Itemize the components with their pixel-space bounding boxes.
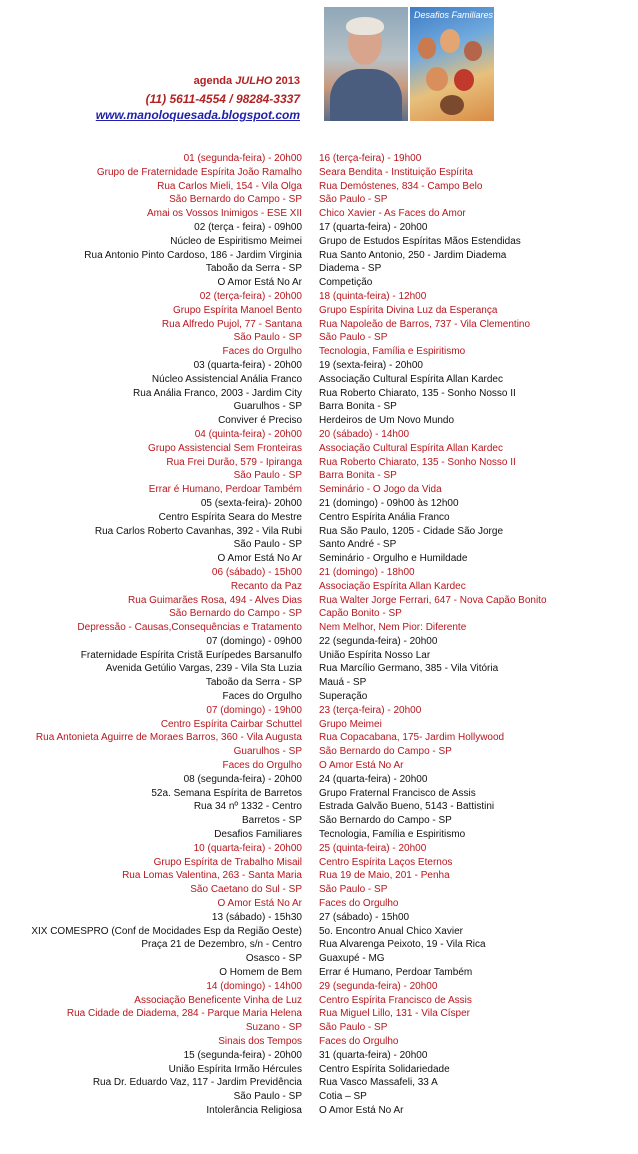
schedule-line: Rua Frei Durão, 579 - Ipiranga [166, 456, 302, 468]
schedule-line: Rua 19 de Maio, 201 - Penha [319, 870, 450, 882]
schedule-line: Rua Cidade de Diadema, 284 - Parque Maria Helena [66, 1008, 302, 1020]
schedule-line: 07 (domingo) - 19h00 [206, 704, 302, 716]
schedule-line: 05 (sexta-feira)- 20h00 [200, 497, 302, 509]
schedule-line: Núcleo de Espiritismo Meimei [170, 235, 302, 247]
schedule-line: Centro Espírita Anália Franco [319, 511, 450, 523]
photo-hair [346, 17, 384, 35]
schedule-line: Seminário - Orgulho e Humildade [319, 553, 468, 565]
schedule-line: Núcleo Assistencial Anália Franco [151, 373, 302, 385]
schedule-line: Seara Bendita - Instituição Espírita [319, 166, 473, 178]
schedule-line: Barra Bonita - SP [319, 470, 397, 482]
dvd-cover-title: Desafios Familiares [414, 10, 494, 20]
schedule-line: Rua Antonio Pinto Cardoso, 186 - Jardim Virginia [84, 249, 302, 261]
schedule-line: Conviver é Preciso [218, 415, 302, 427]
schedule-line: Nem Melhor, Nem Pior: Diferente [319, 622, 467, 634]
schedule-line: Diadema - SP [319, 263, 382, 275]
schedule-line: 13 (sábado) - 15h30 [211, 911, 302, 923]
schedule-line: Centro Espírita Francisco de Assis [319, 994, 472, 1006]
schedule-line: Recanto da Paz [230, 580, 302, 592]
schedule-line: 06 (sábado) - 15h00 [211, 566, 302, 578]
schedule-line: 29 (segunda-feira) - 20h00 [319, 980, 438, 992]
schedule-line: Competição [319, 277, 373, 289]
schedule-right-column [319, 152, 638, 1118]
schedule-line: Santo André - SP [319, 539, 397, 551]
schedule-line: Taboão da Serra - SP [205, 263, 302, 275]
schedule-line: Grupo Meimei [319, 718, 382, 730]
dvd-figure [440, 95, 464, 115]
schedule-line: Grupo Espírita de Trabalho Misail [153, 856, 302, 868]
schedule-line: São Bernardo do Campo - SP [169, 194, 302, 206]
schedule-line: 22 (segunda-feira) - 20h00 [319, 635, 438, 647]
schedule-line: Rua Roberto Chiarato, 135 - Sonho Nosso II [319, 387, 516, 399]
schedule-line: 14 (domingo) - 14h00 [206, 980, 302, 992]
schedule-line: São Paulo - SP [319, 332, 388, 344]
dvd-cover-image [410, 7, 494, 121]
schedule-line: 17 (quarta-feira) - 20h00 [319, 221, 428, 233]
schedule-line: Amai os Vossos Inimigos - ESE XII [146, 208, 302, 220]
schedule-line: Associação Beneficente Vinha de Luz [134, 994, 302, 1006]
schedule-line: Avenida Getúlio Vargas, 239 - Vila Sta Luzia [105, 663, 302, 675]
schedule-line: Sinais dos Tempos [218, 1036, 302, 1047]
schedule-line: 21 (domingo) - 09h00 às 12h00 [319, 497, 459, 509]
schedule-line: Guarulhos - SP [233, 401, 302, 413]
schedule-line: Rua Santo Antonio, 250 - Jardim Diadema [319, 249, 507, 261]
schedule-line: São Paulo - SP [319, 884, 388, 896]
schedule-left-column [0, 152, 302, 1118]
schedule-line: União Espírita Nosso Lar [319, 649, 431, 661]
schedule-line: Rua Miguel Lillo, 131 - Vila Císper [319, 1008, 471, 1020]
schedule-line: O Amor Está No Ar [319, 760, 404, 772]
schedule-line: Superação [319, 691, 368, 703]
schedule-line: Rua Antonieta Aguirre de Moraes Barros, 360 - Vila Augusta [35, 732, 302, 744]
schedule-line: 07 (domingo) - 09h00 [206, 635, 302, 647]
schedule-line: Osasco - SP [245, 953, 302, 965]
schedule-line: Rua Napoleão de Barros, 737 - Vila Clementino [319, 318, 531, 330]
phone-number: (11) 5611-4554 / 98284-3337 [145, 92, 300, 106]
schedule-line: Centro Espírita Solidariedade [319, 1063, 450, 1075]
schedule-line: São Paulo - SP [233, 1091, 302, 1103]
schedule-line: Rua 34 nº 1332 - Centro [193, 801, 302, 813]
schedule-line: 52a. Semana Espírita de Barretos [151, 787, 302, 799]
schedule-line: 27 (sábado) - 15h00 [319, 911, 410, 923]
schedule-line: 02 (terça-feira) - 20h00 [199, 290, 302, 302]
schedule-line: 19 (sexta-feira) - 20h00 [319, 359, 423, 371]
schedule-line: Fraternidade Espírita Cristã Eurípedes Barsanulfo [80, 649, 302, 661]
photo-shirt [330, 69, 402, 121]
schedule-line: Chico Xavier - As Faces do Amor [319, 208, 466, 220]
dvd-figure [426, 67, 448, 91]
schedule-line: Rua Demóstenes, 834 - Campo Belo [319, 180, 483, 192]
schedule-line: Tecnologia, Família e Espiritismo [319, 829, 466, 841]
schedule-line: O Homem de Bem [219, 967, 302, 979]
schedule-line: Mauá - SP [319, 677, 367, 689]
schedule-line: São Paulo - SP [233, 332, 302, 344]
schedule-line: Grupo Espírita Divina Luz da Esperança [319, 304, 498, 316]
schedule-line: Centro Espírita Laços Eternos [319, 856, 453, 868]
schedule-line: Errar é Humano, Perdoar Também [319, 967, 473, 979]
dvd-figure [440, 29, 460, 53]
schedule-line: O Amor Está No Ar [217, 898, 302, 910]
schedule-line: Rua Guimarães Rosa, 494 - Alves Dias [128, 594, 302, 606]
schedule-line: São Paulo - SP [233, 470, 302, 482]
schedule-line: 10 (quarta-feira) - 20h00 [193, 842, 302, 854]
dvd-figure [418, 37, 436, 59]
schedule-line: Grupo de Fraternidade Espírita João Ramalho [96, 166, 302, 178]
schedule-line: São Bernardo do Campo - SP [319, 746, 452, 758]
schedule-line: Rua Alvarenga Peixoto, 19 - Vila Rica [319, 939, 486, 951]
schedule-line: XIX COMESPRO (Conf de Mocidades Esp da Região Oeste) [31, 925, 302, 937]
schedule-line: Centro Espírita Cairbar Schuttel [160, 718, 302, 730]
schedule-line: Barretos - SP [241, 815, 302, 827]
schedule-line: São Bernardo do Campo - SP [319, 815, 452, 827]
schedule-line: Faces do Orgulho [222, 346, 302, 358]
schedule-line: Faces do Orgulho [319, 898, 399, 910]
schedule-line: Centro Espírita Seara do Mestre [158, 511, 302, 523]
agenda-month: JULHO [235, 75, 273, 87]
schedule-line: Taboão da Serra - SP [205, 677, 302, 689]
schedule-line: Faces do Orgulho [319, 1036, 399, 1047]
schedule-line: 31 (quarta-feira) - 20h00 [319, 1049, 428, 1061]
schedule-line: Cotia – SP [319, 1091, 367, 1103]
schedule-line: Rua Marcílio Germano, 385 - Vila Vitória [319, 663, 499, 675]
agenda-prefix: agenda [193, 75, 236, 87]
schedule-line: Rua Alfredo Pujol, 77 - Santana [161, 318, 302, 330]
schedule-line: São Paulo - SP [319, 194, 388, 206]
schedule-line: Associação Cultural Espírita Allan Kardec [319, 373, 503, 385]
schedule-line: Grupo Fraternal Francisco de Assis [319, 787, 476, 799]
schedule-line: Rua Dr. Eduardo Vaz, 117 - Jardim Previdência [92, 1077, 302, 1089]
schedule-line: 24 (quarta-feira) - 20h00 [319, 773, 428, 785]
schedule-line: São Bernardo do Campo - SP [169, 608, 302, 620]
schedule-line: Tecnologia, Família e Espiritismo [319, 346, 466, 358]
schedule-line: União Espírita Irmão Hércules [168, 1063, 302, 1075]
schedule-line: Grupo Espírita Manoel Bento [173, 304, 302, 316]
schedule-line: O Amor Está No Ar [217, 277, 302, 289]
schedule-line: Faces do Orgulho [222, 760, 302, 772]
speaker-photo [324, 7, 408, 121]
schedule-line: Depressão - Causas,Consequências e Tratamento [77, 622, 302, 634]
schedule-line: 23 (terça-feira) - 20h00 [319, 704, 422, 716]
schedule-line: Praça 21 de Dezembro, s/n - Centro [141, 939, 302, 951]
schedule-line: Associação Cultural Espírita Allan Kardec [319, 442, 503, 454]
schedule-line: São Paulo - SP [233, 539, 302, 551]
schedule-line: 03 (quarta-feira) - 20h00 [193, 359, 302, 371]
schedule-line: Guarulhos - SP [233, 746, 302, 758]
schedule-line: Grupo Assistencial Sem Fronteiras [148, 442, 302, 454]
schedule-line: Rua Roberto Chiarato, 135 - Sonho Nosso II [319, 456, 516, 468]
schedule-line: Suzano - SP [245, 1022, 302, 1034]
schedule-line: 20 (sábado) - 14h00 [319, 428, 410, 440]
schedule-line: 18 (quinta-feira) - 12h00 [319, 290, 427, 302]
agenda-year: 2013 [272, 75, 300, 87]
schedule-line: 08 (segunda-feira) - 20h00 [183, 773, 302, 785]
schedule-line: Rua São Paulo, 1205 - Cidade São Jorge [319, 525, 504, 537]
schedule-line: 15 (segunda-feira) - 20h00 [183, 1049, 302, 1061]
schedule-line: Rua Carlos Roberto Cavanhas, 392 - Vila Rubi [94, 525, 302, 537]
schedule-line: 01 (segunda-feira) - 20h00 [183, 153, 302, 164]
schedule-line: Rua Carlos Mieli, 154 - Vila Olga [157, 180, 302, 192]
schedule-line: O Amor Está No Ar [217, 553, 302, 565]
schedule-line: Estrada Galvão Bueno, 5143 - Battistini [319, 801, 495, 813]
schedule-line: Intolerância Religiosa [206, 1104, 302, 1116]
dvd-figure [464, 41, 482, 61]
schedule-line: 25 (quinta-feira) - 20h00 [319, 842, 427, 854]
schedule-line: Rua Lomas Valentina, 263 - Santa Maria [122, 870, 302, 882]
schedule-line: Associação Espírita Allan Kardec [319, 580, 466, 592]
schedule-line: 5o. Encontro Anual Chico Xavier [319, 925, 463, 937]
schedule-line: Capão Bonito - SP [319, 608, 402, 620]
schedule-line: Errar é Humano, Perdoar Também [148, 484, 302, 496]
schedule-line: 16 (terça-feira) - 19h00 [319, 153, 422, 164]
schedule-line: Rua Vasco Massafeli, 33 A [319, 1077, 438, 1089]
dvd-figure [454, 69, 474, 91]
schedule-line: O Amor Está No Ar [319, 1104, 404, 1116]
schedule-line: Rua Copacabana, 175- Jardim Hollywood [319, 732, 505, 744]
schedule-line: 21 (domingo) - 18h00 [319, 566, 415, 578]
schedule-line: Rua Walter Jorge Ferrari, 647 - Nova Capão Bonito [319, 594, 547, 606]
schedule-line: Guaxupé - MG [319, 953, 385, 965]
schedule-line: Herdeiros de Um Novo Mundo [319, 415, 455, 427]
schedule-line: 02 (terça - feira) - 09h00 [194, 221, 302, 233]
schedule-line: Faces do Orgulho [222, 691, 302, 703]
schedule-line: São Caetano do Sul - SP [190, 884, 302, 896]
schedule-line: Desafios Familiares [214, 829, 302, 841]
schedule-line: Grupo de Estudos Espíritas Mãos Estendidas [319, 235, 521, 247]
agenda-title [194, 75, 300, 87]
schedule-line: São Paulo - SP [319, 1022, 388, 1034]
schedule-line: 04 (quinta-feira) - 20h00 [194, 428, 302, 440]
schedule-line: Barra Bonita - SP [319, 401, 397, 413]
schedule-line: Rua Anália Franco, 2003 - Jardim City [133, 387, 302, 399]
blog-link[interactable]: www.manoloquesada.blogspot.com [95, 108, 300, 122]
schedule-line: Seminário - O Jogo da Vida [319, 484, 442, 496]
